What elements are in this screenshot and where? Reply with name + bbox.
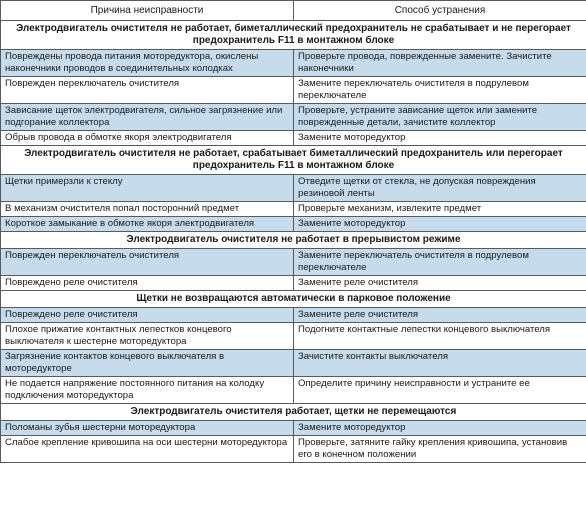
fix-cell: Замените реле очистителя xyxy=(294,276,586,291)
fix-cell: Определите причину неисправности и устраните ее xyxy=(294,377,586,404)
fix-cell: Проверьте, устраните зависание щеток или замените поврежденные детали, зачистите коллектор xyxy=(294,104,586,131)
table-row xyxy=(1,350,586,377)
cause-cell: Короткое замыкание в обмотке якоря электродвигателя xyxy=(1,217,294,232)
fix-cell: Замените моторедуктор xyxy=(294,421,586,436)
cause-cell: Зависание щеток электродвигателя, сильное загрязнение или подгорание коллектора xyxy=(1,104,294,131)
fix-cell: Замените реле очистителя xyxy=(294,308,586,323)
section-title: Электродвигатель очистителя не работает в прерывистом режиме xyxy=(1,232,586,249)
section-title: Электродвигатель очистителя не работает, биметаллический предохранитель не срабатывает и не перегорает предохранитель F11 в монтажном блоке xyxy=(1,21,586,50)
fix-cell: Проверьте провода, поврежденные замените. Зачистите наконечники xyxy=(294,50,586,77)
header-fix: Способ устранения xyxy=(294,1,586,21)
cause-cell: Щетки примерзли к стеклу xyxy=(1,175,294,202)
table-row xyxy=(1,77,586,104)
fix-cell: Замените моторедуктор xyxy=(294,131,586,146)
header-cause: Причина неисправности xyxy=(1,1,294,21)
section-row xyxy=(1,291,586,308)
cause-cell: Не подается напряжение постоянного питания на колодку подключения моторедуктора xyxy=(1,377,294,404)
cause-cell: Слабое крепление кривошипа на оси шестерни моторедуктора xyxy=(1,436,294,463)
table-header-row xyxy=(1,1,586,21)
table-row xyxy=(1,377,586,404)
cause-cell: Поврежден переключатель очистителя xyxy=(1,77,294,104)
section-title: Щетки не возвращаются автоматически в парковое положение xyxy=(1,291,586,308)
table-row xyxy=(1,104,586,131)
cause-cell: Поломаны зубья шестерни моторедуктора xyxy=(1,421,294,436)
cause-cell: Плохое прижатие контактных лепестков концевого выключателя к шестерне моторедуктора xyxy=(1,323,294,350)
fix-cell: Замените моторедуктор xyxy=(294,217,586,232)
cause-cell: Повреждено реле очистителя xyxy=(1,308,294,323)
table-row xyxy=(1,421,586,436)
cause-cell: Повреждено реле очистителя xyxy=(1,276,294,291)
cause-cell: Поврежден переключатель очистителя xyxy=(1,249,294,276)
section-title: Электродвигатель очистителя не работает, срабатывает биметаллический предохранитель или перегорает предохранитель F11 в монтажном блоке xyxy=(1,146,586,175)
table-row xyxy=(1,436,586,463)
section-row xyxy=(1,404,586,421)
table-row xyxy=(1,202,586,217)
fix-cell: Замените переключатель очистителя в подрулевом переключателе xyxy=(294,77,586,104)
fix-cell: Зачистите контакты выключателя xyxy=(294,350,586,377)
fix-cell: Отведите щетки от стекла, не допуская повреждения резиновой ленты xyxy=(294,175,586,202)
table-row xyxy=(1,308,586,323)
table-row xyxy=(1,217,586,232)
table-row xyxy=(1,276,586,291)
section-row xyxy=(1,146,586,175)
cause-cell: В механизм очистителя попал посторонний предмет xyxy=(1,202,294,217)
section-title: Электродвигатель очистителя работает, щетки не перемещаются xyxy=(1,404,586,421)
cause-cell: Обрыв провода в обмотке якоря электродвигателя xyxy=(1,131,294,146)
section-row xyxy=(1,232,586,249)
table-row xyxy=(1,131,586,146)
cause-cell: Повреждены провода питания моторедуктора, окислены наконечники проводов в соединительных колодках xyxy=(1,50,294,77)
fix-cell: Проверьте, затяните гайку крепления кривошипа, установив его в конечном положении xyxy=(294,436,586,463)
table-row xyxy=(1,50,586,77)
table-row xyxy=(1,175,586,202)
section-row xyxy=(1,21,586,50)
table-row xyxy=(1,323,586,350)
fix-cell: Проверьте механизм, извлеките предмет xyxy=(294,202,586,217)
fix-cell: Замените переключатель очистителя в подрулевом переключателе xyxy=(294,249,586,276)
table-row xyxy=(1,249,586,276)
fix-cell: Подогните контактные лепестки концевого выключателя xyxy=(294,323,586,350)
cause-cell: Загрязнение контактов концевого выключателя в моторедукторе xyxy=(1,350,294,377)
